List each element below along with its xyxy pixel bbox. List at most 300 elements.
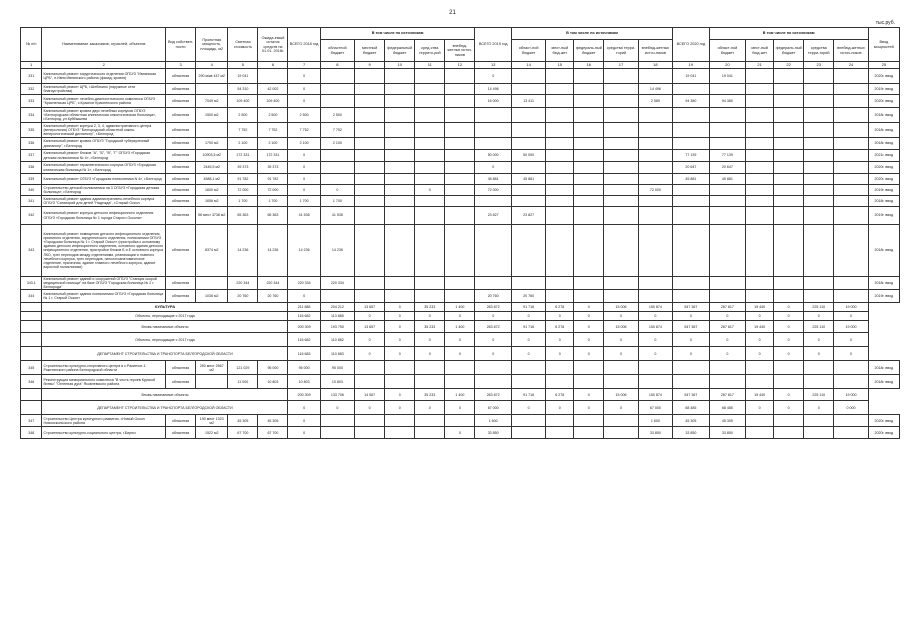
- cell-c25: 2019г. ввод: [868, 290, 899, 303]
- cell-c21: [746, 277, 774, 290]
- cell-c10: [385, 375, 415, 389]
- total-value: 0: [673, 347, 710, 361]
- cell-c23: [804, 207, 834, 225]
- cell-c11: [415, 290, 445, 303]
- cell-c11: [415, 225, 445, 277]
- cell-est: 220 344: [228, 277, 258, 290]
- cell-c10: [385, 150, 415, 162]
- cell-c23: [804, 196, 834, 207]
- total-value: 0: [475, 333, 512, 347]
- cell-t20: 20 647: [673, 162, 710, 174]
- table-row: [21, 207, 900, 225]
- cell-c24: [834, 95, 868, 108]
- cell-c15: [546, 207, 574, 225]
- cell-c21: [746, 185, 774, 196]
- total-value: 0: [604, 312, 638, 321]
- cell-cap: [196, 123, 228, 138]
- cell-c17: [604, 95, 638, 108]
- cell-exp: 39 373: [258, 162, 288, 174]
- cell-c10: [385, 162, 415, 174]
- cell-t20: [673, 138, 710, 150]
- cell-c16: [574, 277, 604, 290]
- culture-new-row: [21, 321, 900, 333]
- cell-c14: [511, 162, 545, 174]
- total-label: ДЕПАРТАМЕНТ СТРОИТЕЛЬСТВА И ТРАНСПОРТА БЕЛГОРОДСКОЙ ОБЛАСТИ: [42, 347, 288, 361]
- cell-c10: [385, 84, 415, 95]
- cell-t20: [673, 361, 710, 375]
- header-offbudget-2018: внебюд-жетных источ-ников: [445, 40, 475, 62]
- column-number: 10: [385, 62, 415, 69]
- cell-c10: [385, 95, 415, 108]
- total-value: 113 885: [320, 312, 354, 321]
- total-value: 0: [511, 347, 545, 361]
- cell-c10: [385, 427, 415, 439]
- cell-c21: [746, 69, 774, 84]
- cell-c25: 2019г. ввод: [868, 185, 899, 196]
- header-offbudget-2019: внебюд-жетных источ-ников: [638, 40, 672, 62]
- cell-c23: [804, 162, 834, 174]
- cell-c17: [604, 207, 638, 225]
- table-row: [21, 123, 900, 138]
- cell-est: 72 000: [228, 185, 258, 196]
- cell-c12: [445, 207, 475, 225]
- cell-t19: 33 850: [475, 427, 512, 439]
- column-number: 18: [638, 62, 672, 69]
- cell-c18: [638, 196, 672, 207]
- cell-c8: 41 536: [320, 207, 354, 225]
- total-value: 0: [604, 401, 638, 415]
- cell-c9: [355, 225, 385, 277]
- total-value: 15 006: [604, 389, 638, 401]
- total-value: 35 233: [415, 389, 445, 401]
- total-value: 0: [355, 333, 385, 347]
- cell-c15: [546, 138, 574, 150]
- cell-c14: 50 000: [511, 150, 545, 162]
- total-value: 91 716: [511, 321, 545, 333]
- cell-name: Капитальный ремонт зданий и сооружений ОГБУЗ "Станция скорой медицинской помощи" на базе ОГБУЗ "Городская больница № 2 г. Белгорода": [42, 277, 166, 290]
- cell-c21: [746, 95, 774, 108]
- cell-c8: 14 236: [320, 225, 354, 277]
- cell-exp: 14 236: [258, 225, 288, 277]
- cell-c17: [604, 108, 638, 123]
- cell-c20: [709, 290, 746, 303]
- cell-t19: 45 881: [475, 174, 512, 185]
- cell-c23: [804, 185, 834, 196]
- total-value: 0: [774, 347, 804, 361]
- cell-c18: [638, 375, 672, 389]
- cell-own: областная: [166, 150, 196, 162]
- total-value: 211 885: [288, 303, 320, 312]
- cell-c18: [638, 290, 672, 303]
- culture-carry2-row: [21, 333, 900, 347]
- total-value: 1 400: [445, 303, 475, 312]
- cell-exp: 2 100: [258, 138, 288, 150]
- cell-c16: [574, 150, 604, 162]
- culture-section-row: [21, 303, 900, 312]
- total-value: 68 485: [673, 401, 710, 415]
- cell-exp: 7 752: [258, 123, 288, 138]
- cell-c18: [638, 108, 672, 123]
- cell-t18: 0: [288, 174, 320, 185]
- total-value: 68 485: [709, 401, 746, 415]
- cell-c17: [604, 427, 638, 439]
- cell-c24: [834, 277, 868, 290]
- cell-est: 121 029: [228, 361, 258, 375]
- cell-c15: [546, 196, 574, 207]
- cell-c11: [415, 277, 445, 290]
- cell-c11: [415, 415, 445, 427]
- total-value: 0: [320, 401, 354, 415]
- column-number: 2: [42, 62, 166, 69]
- cell-c15: [546, 123, 574, 138]
- cell-c15: [546, 361, 574, 375]
- cell-c22: [774, 108, 804, 123]
- cell-no: [21, 321, 42, 333]
- header-territory-2019: средства терри-торий: [604, 40, 638, 62]
- cell-c20: 20 647: [709, 162, 746, 174]
- cell-est: 91 782: [228, 174, 258, 185]
- total-value: 0: [604, 333, 638, 347]
- cell-c21: [746, 375, 774, 389]
- cell-t20: 19 041: [673, 69, 710, 84]
- table-row: [21, 196, 900, 207]
- total-value: 0: [774, 333, 804, 347]
- column-number: 17: [604, 62, 638, 69]
- column-number: 22: [774, 62, 804, 69]
- total-value: 0: [574, 401, 604, 415]
- cell-c8: 2 500: [320, 108, 354, 123]
- cell-no: 346: [21, 375, 42, 389]
- page-number: 21: [449, 10, 456, 16]
- table-row: [21, 290, 900, 303]
- cell-no: [21, 333, 42, 347]
- cell-est: 11 000: [228, 375, 258, 389]
- cell-own: областная: [166, 123, 196, 138]
- cell-t18: 41 536: [288, 207, 320, 225]
- cell-t19: [475, 361, 512, 375]
- cell-c16: [574, 84, 604, 95]
- total-value: 0: [385, 312, 415, 321]
- cell-cap: 190 мест 1323 м2: [196, 415, 228, 427]
- total-value: 267 817: [709, 389, 746, 401]
- total-value: 0: [445, 333, 475, 347]
- cell-c21: [746, 207, 774, 225]
- cell-c9: [355, 150, 385, 162]
- table-row: [21, 95, 900, 108]
- column-number: 16: [574, 62, 604, 69]
- table-row: [21, 185, 900, 196]
- cell-c14: [511, 185, 545, 196]
- header-regional-2018: областной бюджет: [320, 40, 354, 62]
- cell-c16: [574, 207, 604, 225]
- cell-c14: [511, 123, 545, 138]
- total-value: 19 440: [746, 303, 774, 312]
- header-total-2018: ВСЕГО 2018 год: [288, 28, 320, 62]
- total-value: 0: [604, 347, 638, 361]
- cell-c8: 2 100: [320, 138, 354, 150]
- cell-c14: [511, 361, 545, 375]
- cell-c14: 13 411: [511, 95, 545, 108]
- cell-c21: [746, 108, 774, 123]
- cell-t18: 1 700: [288, 196, 320, 207]
- cell-cap: 1656 м2: [196, 196, 228, 207]
- cell-c24: [834, 174, 868, 185]
- column-number: 11: [415, 62, 445, 69]
- cell-c12: 0: [445, 427, 475, 439]
- header-ownership: Вид собствен-ности: [166, 28, 196, 62]
- cell-c15: [546, 277, 574, 290]
- cell-c12: [445, 123, 475, 138]
- total-label: Объекты, переходящие с 2017 года: [42, 333, 288, 347]
- total-value: 225 110: [804, 321, 834, 333]
- culture-title: КУЛЬТУРА: [42, 303, 288, 312]
- cell-c25: 2019г. ввод: [868, 207, 899, 225]
- total-value: 13 657: [355, 321, 385, 333]
- cell-c18: [638, 225, 672, 277]
- cell-c9: [355, 108, 385, 123]
- total-value: 547 367: [673, 303, 710, 312]
- cell-exp: 20 760: [258, 290, 288, 303]
- column-number: 4: [196, 62, 228, 69]
- cell-no: [21, 303, 42, 312]
- cell-no: 344: [21, 290, 42, 303]
- cell-c11: [415, 174, 445, 185]
- cell-own: областная: [166, 69, 196, 84]
- cell-c10: [385, 290, 415, 303]
- cell-exp: 67 700: [258, 427, 288, 439]
- cell-c18: [638, 277, 672, 290]
- cell-c10: [385, 277, 415, 290]
- total-value: 0: [746, 401, 774, 415]
- cell-own: областная: [166, 185, 196, 196]
- cell-t19: 50 000: [475, 150, 512, 162]
- cell-c8: 10 803: [320, 375, 354, 389]
- cell-c23: [804, 174, 834, 185]
- total-value: 0: [834, 312, 868, 321]
- cell-c17: [604, 162, 638, 174]
- cell-c9: [355, 427, 385, 439]
- total-value: 91 716: [511, 303, 545, 312]
- cell-t19: [475, 108, 512, 123]
- total-value: 0: [746, 312, 774, 321]
- cell-own: областная: [166, 427, 196, 439]
- table-row: [21, 138, 900, 150]
- cell-cap: [196, 277, 228, 290]
- cell-c14: [511, 415, 545, 427]
- cell-c25: 2019г. ввод: [868, 84, 899, 95]
- cell-c17: [604, 290, 638, 303]
- cell-t18: 0: [288, 162, 320, 174]
- cell-c20: [709, 361, 746, 375]
- cell-c22: [774, 162, 804, 174]
- cell-t19: 16 000: [475, 95, 512, 108]
- cell-c17: [604, 185, 638, 196]
- total-value: 0: [445, 312, 475, 321]
- cell-c23: [804, 69, 834, 84]
- cell-name: Капитальный ремонт лечебно-диагностического комплекса ОГБУЗ "Красненская ЦРБ", с.Красное Красненского района: [42, 95, 166, 108]
- cell-exp: 42 002: [258, 84, 288, 95]
- cell-cap: 1500 м2: [196, 108, 228, 123]
- cell-c25: 2020г. ввод: [868, 427, 899, 439]
- cell-c23: [804, 277, 834, 290]
- cell-c17: [604, 225, 638, 277]
- total-value: 0: [834, 333, 868, 347]
- total-value: 0: [385, 333, 415, 347]
- header-federal-2019: федераль-ный бюджет: [574, 40, 604, 62]
- cell-c20: [709, 277, 746, 290]
- header-sources-2018: В том числе по источникам: [320, 28, 475, 40]
- cell-c17: [604, 123, 638, 138]
- cell-c23: [804, 84, 834, 95]
- column-number: 23: [804, 62, 834, 69]
- cell-name: Капитальный ремонт здания административно-лечебного корпуса ОГБУЗ "Санаторий для детей "Надежда", г.Старый Оскол: [42, 196, 166, 207]
- total-value: 0: [574, 389, 604, 401]
- cell-c9: [355, 375, 385, 389]
- cell-c20: 33 850: [709, 427, 746, 439]
- total-value: 6 278: [546, 321, 574, 333]
- cell-t20: [673, 185, 710, 196]
- cell-t19: [475, 277, 512, 290]
- total-value: 0: [385, 389, 415, 401]
- cell-c23: [804, 427, 834, 439]
- cell-name: Строительство Центра культурного развития, г.Новый Оскол Новооскольского района: [42, 415, 166, 427]
- cell-c23: [804, 361, 834, 375]
- cell-c15: [546, 427, 574, 439]
- cell-c15: [546, 84, 574, 95]
- column-number: 1: [21, 62, 42, 69]
- cell-no: 339: [21, 174, 42, 185]
- cell-c14: 45 881: [511, 174, 545, 185]
- cell-cap: 10903,5 м2: [196, 150, 228, 162]
- total-value: 35 233: [415, 303, 445, 312]
- cell-c12: [445, 225, 475, 277]
- total-value: 0: [415, 312, 445, 321]
- total-label: Вновь начинаемые объекты: [42, 389, 288, 401]
- cell-c12: [445, 69, 475, 84]
- total-value: 193 750: [320, 321, 354, 333]
- cell-c20: 94 380: [709, 95, 746, 108]
- total-value: 0: [385, 347, 415, 361]
- cell-c8: [320, 162, 354, 174]
- cell-t20: [673, 290, 710, 303]
- cell-c25: 2018г. ввод: [868, 196, 899, 207]
- cell-name: Строительство детской поликлиники на 3 ОГБУЗ «Городская детская больница», г.Белгород: [42, 185, 166, 196]
- cell-exp: 1 700: [258, 196, 288, 207]
- cell-no: 341: [21, 196, 42, 207]
- cell-c14: [511, 196, 545, 207]
- total-value: 0: [355, 347, 385, 361]
- total-value: 0: [574, 303, 604, 312]
- cell-c16: [574, 361, 604, 375]
- cell-c9: [355, 415, 385, 427]
- cell-c12: [445, 375, 475, 389]
- table-row: [21, 375, 900, 389]
- cell-c16: [574, 427, 604, 439]
- cell-c12: [445, 108, 475, 123]
- cell-c24: [834, 290, 868, 303]
- cell-no: 348: [21, 427, 42, 439]
- column-number: 21: [746, 62, 774, 69]
- cell-c17: [604, 415, 638, 427]
- header-regional-2020: област-ной бюджет: [709, 40, 746, 62]
- header-sources-2019: В том числе по источникам: [511, 28, 672, 40]
- total-value: 0: [709, 312, 746, 321]
- header-estimate: Сметная стоимость: [228, 28, 258, 62]
- cell-c25: 2018г. ввод: [868, 361, 899, 375]
- cell-c24: [834, 225, 868, 277]
- header-sources-2020: В том числе по источникам: [709, 28, 868, 40]
- cell-est: 172 331: [228, 150, 258, 162]
- cell-c20: [709, 123, 746, 138]
- cell-t18: 0: [288, 84, 320, 95]
- cell-c25: 2020г. ввод: [868, 415, 899, 427]
- cell-c25: 2020г. ввод: [868, 69, 899, 84]
- cell-c9: [355, 185, 385, 196]
- cell-exp: 220 344: [258, 277, 288, 290]
- cell-c21: [746, 290, 774, 303]
- column-number: 25: [868, 62, 899, 69]
- cell-c16: [574, 185, 604, 196]
- total-value: 0: [804, 333, 834, 347]
- cell-c21: [746, 174, 774, 185]
- cell-c20: [709, 207, 746, 225]
- total-value: 0: [445, 347, 475, 361]
- cell-cap: 1036 м2: [196, 290, 228, 303]
- cell-est: 45 305: [228, 415, 258, 427]
- cell-c10: [385, 361, 415, 375]
- cell-own: областная: [166, 225, 196, 277]
- total-value: 0: [673, 312, 710, 321]
- cell-c17: [604, 375, 638, 389]
- cell-c12: [445, 290, 475, 303]
- cell-est: 1 700: [228, 196, 258, 207]
- cell-c17: [604, 84, 638, 95]
- cell-c18: [638, 138, 672, 150]
- total-value: 225 110: [804, 303, 834, 312]
- table-body: [21, 62, 900, 439]
- header-local-2018: местный бюджет: [355, 40, 385, 62]
- total-value: 0: [709, 347, 746, 361]
- cell-c23: [804, 123, 834, 138]
- cell-c17: [604, 69, 638, 84]
- dept2-row: [21, 401, 900, 415]
- cell-est: 2 500: [228, 108, 258, 123]
- cell-c14: 20 760: [511, 290, 545, 303]
- cell-c20: 19 041: [709, 69, 746, 84]
- cell-own: областная: [166, 108, 196, 123]
- cell-c10: [385, 138, 415, 150]
- total-value: 19 440: [746, 389, 774, 401]
- total-value: 0: [746, 347, 774, 361]
- cell-c11: [415, 69, 445, 84]
- cell-own: областная: [166, 277, 196, 290]
- cell-name: Капитальный ремонт ЦРБ, г.Шебекино (наружные сети благоустройства): [42, 84, 166, 95]
- cell-c23: [804, 290, 834, 303]
- total-value: 0: [774, 312, 804, 321]
- cell-c22: [774, 290, 804, 303]
- cell-cap: 250 мест 2667 м2: [196, 361, 228, 375]
- total-value: 0: [774, 321, 804, 333]
- cell-c10: [385, 108, 415, 123]
- cell-name: Строительство культурно-социального центра, г.Бирюч: [42, 427, 166, 439]
- cell-c9: [355, 361, 385, 375]
- cell-c9: [355, 138, 385, 150]
- cell-t19: 20 760: [475, 290, 512, 303]
- cell-c18: 14 496: [638, 84, 672, 95]
- cell-name: Капитальный ремонт кровли двух лечебных корпусов ОГБУЗ «Белгородская областная клиническая онкологическая больница», г.Белгород, ул.Куйбышева: [42, 108, 166, 123]
- cell-c22: [774, 185, 804, 196]
- cell-c24: [834, 138, 868, 150]
